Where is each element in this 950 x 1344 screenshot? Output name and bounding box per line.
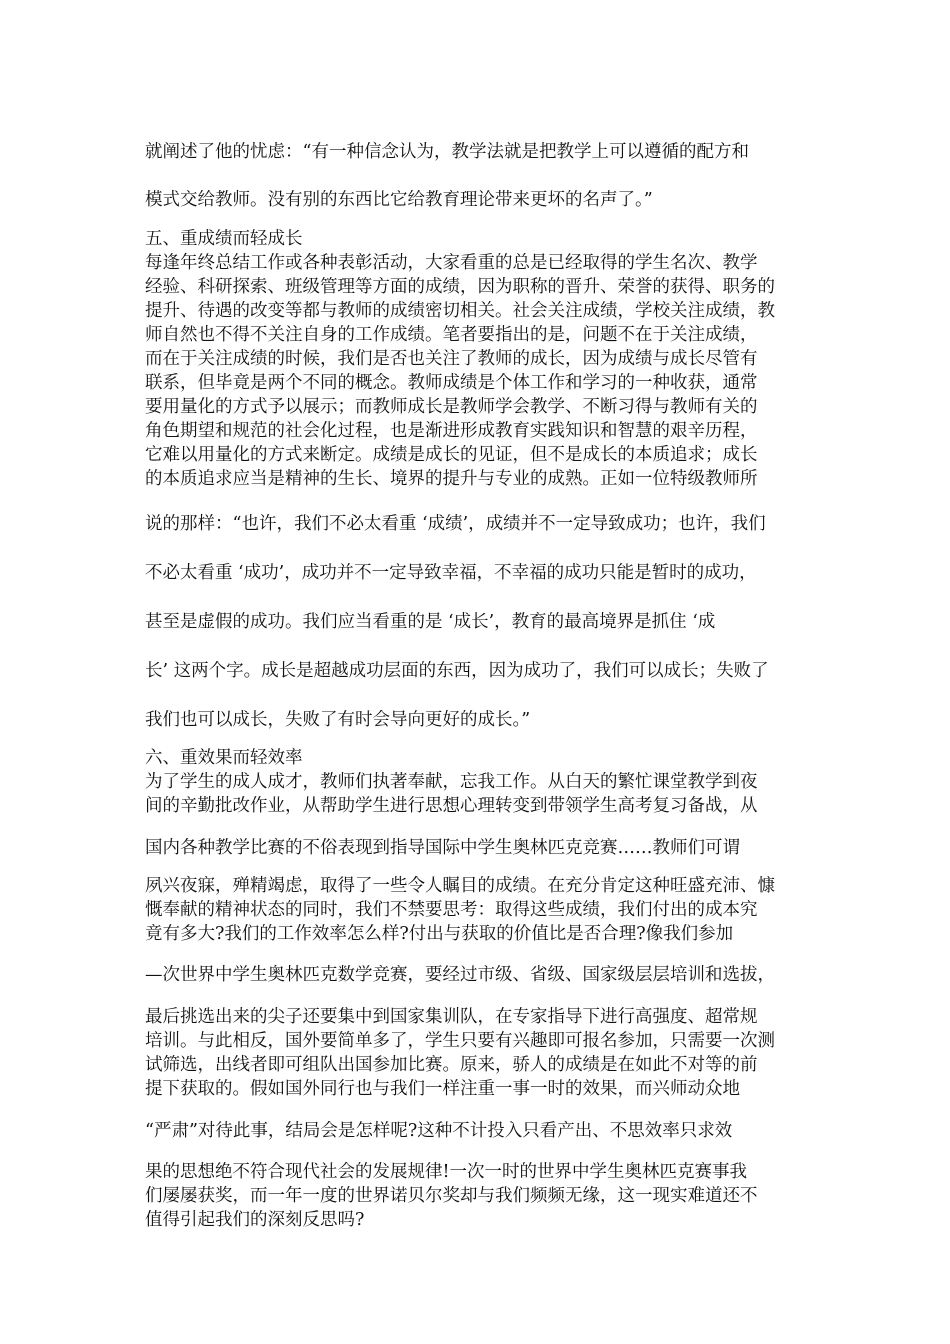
text-line: 慨奉献的精神状态的同时，我们不禁要思考：取得这些成绩，我们付出的成本究 [145,900,758,920]
text-line: 而在于关注成绩的时候，我们是否也关注了教师的成长，因为成绩与成长尽管有 [145,349,758,369]
text-line: 最后挑选出来的尖子还要集中到国家集训队，在专家指导下进行高强度、超常规 [145,1007,758,1027]
text-line: 角色期望和规范的社会化过程，也是渐进形成教育实践知识和智慧的艰辛历程， [145,421,758,441]
text-line: 不必太看重 ‘成功’，成功并不一定导致幸福，不幸福的成功只能是暂时的成功， [145,563,757,583]
text-line: 夙兴夜寐，殚精竭虑，取得了一些令人瞩目的成绩。在充分肯定这种旺盛充沛、慷 [145,876,775,896]
text-line: 间的辛勤批改作业，从帮助学生进行思想心理转变到带领学生高考复习备战，从 [145,796,758,816]
text-line: 值得引起我们的深刻反思吗? [145,1210,365,1230]
text-line: 为了学生的成人成才，教师们执著奉献，忘我工作。从白天的繁忙课堂教学到夜 [145,772,758,792]
text-line: 培训。与此相反，国外要简单多了，学生只要有兴趣即可报名参加，只需要一次测 [145,1031,775,1051]
text-line: 竟有多大?我们的工作效率怎么样?付出与获取的价值比是否合理?像我们参加 [145,924,734,944]
text-line: 我们也可以成长，失败了有时会导向更好的成长。” [145,710,531,730]
text-line: 试筛选，出线者即可组队出国参加比赛。原来，骄人的成绩是在如此不对等的前 [145,1055,758,1075]
text-line: 果的思想绝不符合现代社会的发展规律!一次一时的世界中学生奥林匹克赛事我 [145,1162,748,1182]
text-line: 联系，但毕竟是两个不同的概念。教师成绩是个体工作和学习的一种收获，通常 [145,373,758,393]
text-line: 就阐述了他的忧虑：“有一种信念认为，教学法就是把教学上可以遵循的配方和 [145,142,749,162]
section-heading: 六、重效果而轻效率 [145,748,303,768]
text-line: 长’ 这两个字。成长是超越成功层面的东西，因为成功了，我们可以成长；失败了 [145,661,769,681]
text-line: 经验、科研探索、班级管理等方面的成绩，因为职称的晋升、荣誉的获得、职务的 [145,277,775,297]
text-line: 们屡屡获奖，而一年一度的世界诺贝尔奖却与我们频频无缘，这一现实难道还不 [145,1186,758,1206]
text-line: 每逢年终总结工作或各种表彰活动，大家看重的总是已经取得的学生名次、教学 [145,253,758,273]
text-line: 它难以用量化的方式来断定。成绩是成长的见证，但不是成长的本质追求；成长 [145,445,758,465]
text-line: 国内各种教学比赛的不俗表现到指导国际中学生奥林匹克竞赛……教师们可谓 [145,838,740,858]
text-line: 的本质追求应当是精神的生长、境界的提升与专业的成熟。正如一位特级教师所 [145,469,758,489]
text-line: “严肃”对待此事，结局会是怎样呢?这种不计投入只看产出、不思效率只求效 [145,1121,733,1141]
text-line: 提下获取的。假如国外同行也与我们一样注重一事一时的效果，而兴师动众地 [145,1079,740,1099]
text-line: 要用量化的方式予以展示；而教师成长是教师学会教学、不断习得与教师有关的 [145,397,758,417]
text-line: 甚至是虚假的成功。我们应当看重的是 ‘成长’，教育的最高境界是抓住 ‘成 [145,612,716,632]
text-line: —次世界中学生奥林匹克数学竞赛，要经过市级、省级、国家级层层培训和选拔， [145,965,775,985]
section-heading: 五、重成绩而轻成长 [145,229,303,249]
text-line: 说的那样：“也许，我们不必太看重 ‘成绩’，成绩并不一定导致成功；也许，我们 [145,514,766,534]
text-line: 模式交给教师。没有别的东西比它给教育理论带来更坏的名声了。” [145,190,653,210]
text-line: 师自然也不得不关注自身的工作成绩。笔者要指出的是，问题不在于关注成绩， [145,325,758,345]
text-line: 提升、待遇的改变等都与教师的成绩密切相关。社会关注成绩，学校关注成绩，教 [145,301,775,321]
